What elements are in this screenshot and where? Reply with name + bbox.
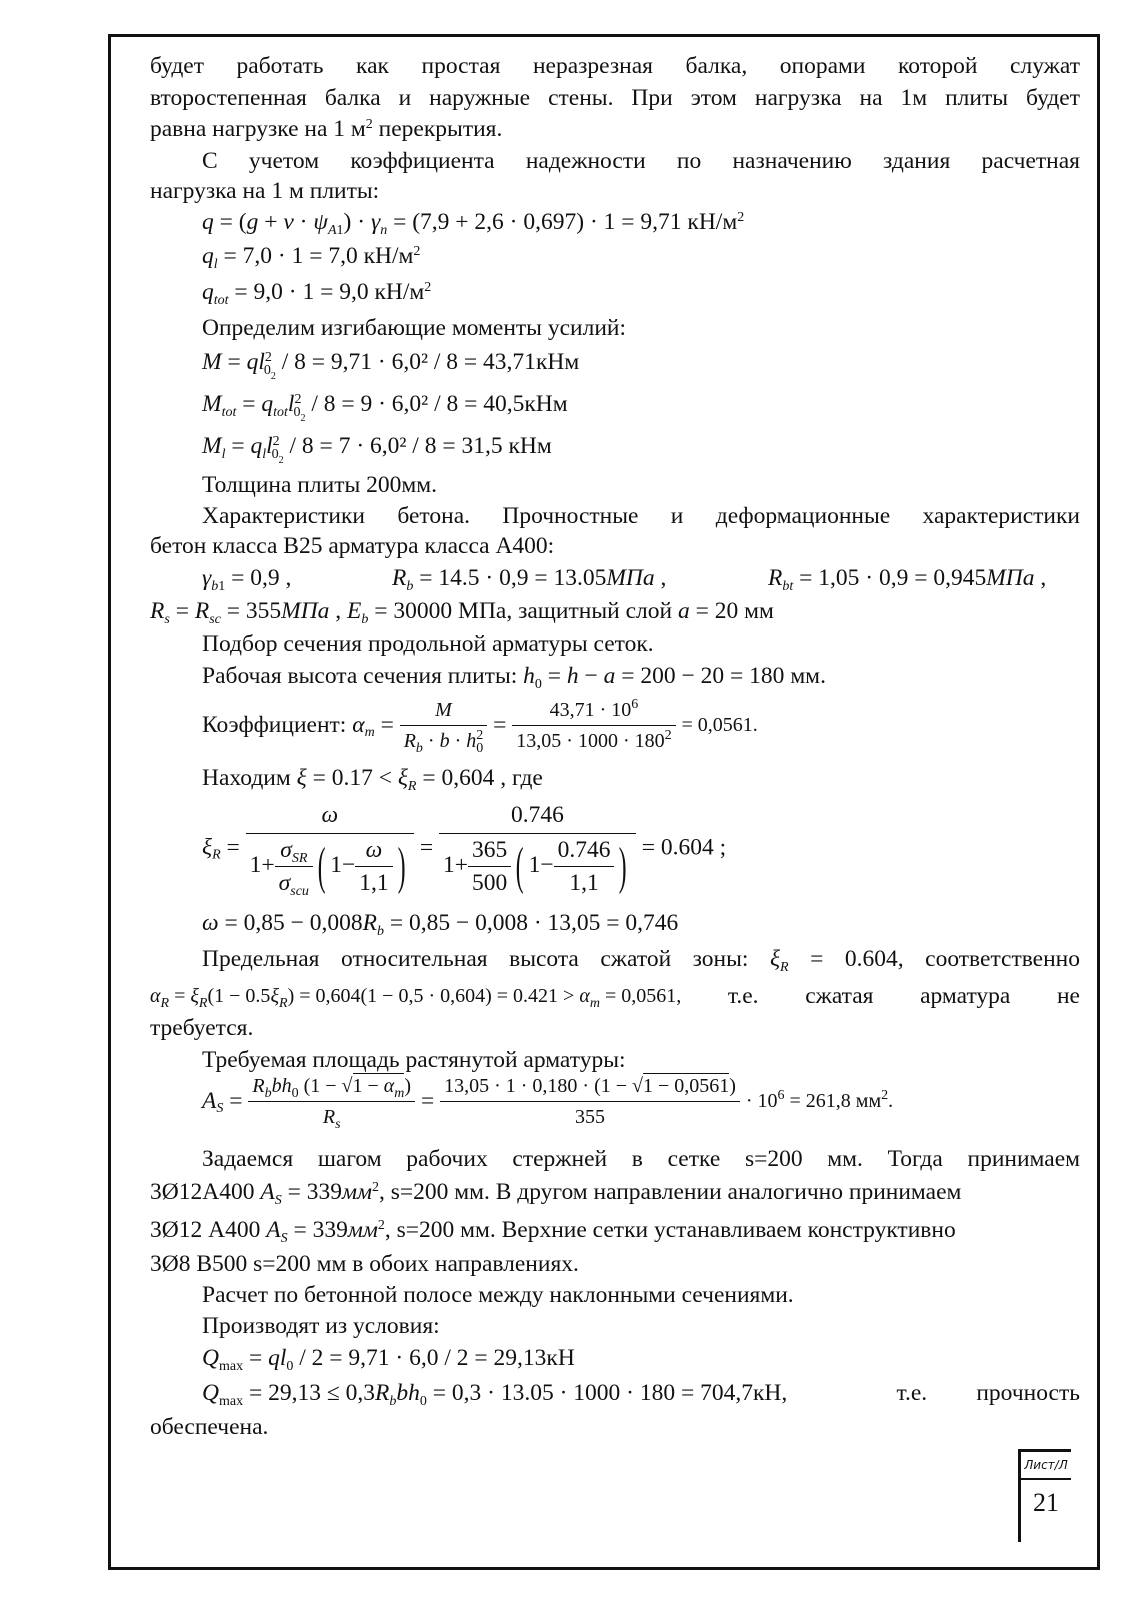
text-line: Определим изгибающие моменты усилий:	[202, 315, 626, 341]
sheet-number: 21	[1033, 1488, 1059, 1517]
sheet-label: Лист/Л	[1021, 1452, 1071, 1480]
formula-Rb: $R_b = 14.5 \cdot 0,9 = 13.05МПа$ ,	[392, 565, 667, 594]
formula-As: $A_S$ = $\frac{R_bbh_0 (1 - √1 - \alpha_m)}{R_s}$ = $\frac{13,05 \cdot 1 \cdot 0,180 \cdot (1 - √1 - 0,0561)}{355}$ · $10^6 = 261,8$ $мм^2$.	[202, 1075, 894, 1132]
sheet-stamp	[1018, 1449, 1071, 1542]
text-line: нагрузка на 1 м плиты:	[150, 178, 380, 204]
text-line: второстепенная балка и наружные стены. При этом нагрузка на 1м плиты будет	[150, 85, 1080, 111]
text-line: 3Ø8 В500 s=200 мм в обоих направлениях.	[150, 1251, 579, 1277]
formula-find-xi: Находим $\xi = 0.17 < \xi_R = 0,604$ , где	[202, 765, 543, 794]
text-line: 3Ø12А400 $A_S = 339мм^2$, s=200 мм. В другом направлении аналогично принимаем	[150, 1179, 962, 1208]
text-line: будет работать как простая неразрезная балка, опорами которой служат	[150, 53, 1080, 79]
formula-ql: $q_l = 7,0 \cdot 1 = 7,0$ $кН/м^2$	[202, 243, 421, 272]
formula-qtot: $q_{tot} = 9,0 \cdot 1 = 9,0$ $кН/м^2$	[202, 279, 432, 308]
formula-omega: $\omega = 0,85 - 0,008R_b = 0,85 - 0,008 \cdot 13,05 = 0,746$	[202, 910, 679, 939]
text-line: Задаемся шагом рабочих стержней в сетке s=200 мм. Тогда принимаем	[202, 1146, 1080, 1172]
text-line: требуется.	[150, 1015, 254, 1041]
text-line: равна нагрузке на 1 $м^2$ перекрытия.	[150, 116, 503, 142]
formula-Rs: $R_s = R_{sc} = 355МПа$ , $E_b = 30000$ МПа, защитный слой a = 20 мм	[150, 598, 774, 627]
text-line: обеспечена.	[150, 1414, 269, 1440]
formula-Rbt: $R_{bt} = 1,05 \cdot 0,9 = 0,945МПа$ ,	[768, 565, 1047, 594]
formula-q: $q = (g + v \cdot \psi_{A1}) \cdot \gamma_n = (7,9 + 2,6 \cdot 0,697) \cdot 1 = 9,71$ $кН/м^2$	[202, 209, 745, 238]
formula-Ml: $M_l = q_ll^2_{0_2} / 8 = 7 \cdot 6,0^2 / 8 = 31,5$ кНм	[202, 433, 552, 466]
formula-Qmax-1: $Q_{max} = ql_0 / 2 = 9,71 \cdot 6,0 / 2 = 29,13кН$	[202, 1345, 575, 1374]
text-line: Расчет по бетонной полосе между наклонными сечениями.	[202, 1282, 794, 1308]
formula-gb1: $\gamma_{b1} = 0,9$ ,	[202, 565, 292, 594]
text-line: Подбор сечения продольной арматуры сеток.	[202, 631, 654, 657]
formula-alpha-R: $\alpha_R = \xi_R(1 - 0.5\xi_R) = 0,604(1 - 0,5 \cdot 0,604) = 0.421 > \alpha_m = 0,0561$, т.е. сжатая арматура не	[150, 983, 1080, 1011]
formula-h0: Рабочая высота сечения плиты: $h_0 = h - a = 200 - 20 = 180$ мм.	[202, 663, 826, 692]
formula-alpha-m: Коэффициент: $\alpha_m$ = $\frac{M}{R_b \cdot b \cdot h^2_0}$ = $\frac{43,71 \cdot 10^6}{13,05 \cdot 1000 \cdot 180^2}$ = 0,0561.	[202, 697, 758, 756]
formula-xi-R: $\xi_R$ = ω 1+ $\frac{\sigma_{SR}}{\sigma_{scu}}$ ( 1− $\frac{\omega}{1,1}$ ) = 0.746 1+ $\frac{365}{500}$ ( 1− $\frac{0.746}{1,1}$ ) = 0.604 ;	[202, 799, 726, 897]
text-line: Производят из условия:	[202, 1313, 440, 1339]
text-line: Толщина плиты 200мм.	[202, 472, 437, 498]
text-line: Характеристики бетона. Прочностные и деформационные характеристики	[202, 503, 1080, 529]
formula-Qmax-2: $Q_{max} = 29,13 \le 0,3R_bbh_0 = 0,3 \cdot 13.05 \cdot 1000 \cdot 180 = 704,7кН$, т.е. прочность	[202, 1380, 1080, 1409]
text-line: 3Ø12 А400 $A_S = 339мм^2$, s=200 мм. Верхние сетки устанавливаем конструктивно	[150, 1217, 956, 1246]
text-line: бетон класса В25 арматура класса А400:	[150, 533, 555, 559]
text-line: С учетом коэффициента надежности по назначению здания расчетная	[202, 148, 1080, 174]
text-line: Требуемая площадь растянутой арматуры:	[202, 1047, 626, 1073]
formula-M: $M = ql^2_{0_2} / 8 = 9,71 \cdot 6,0^2 / 8 = 43,71кНм$	[202, 349, 580, 382]
text-line: Предельная относительная высота сжатой зоны: $\xi_R = 0.604$, соответственно	[202, 946, 1080, 975]
formula-Mtot: $M_{tot} = q_{tot}l^2_{0_2} / 8 = 9 \cdot 6,0^2 / 8 = 40,5кНм$	[202, 391, 568, 424]
